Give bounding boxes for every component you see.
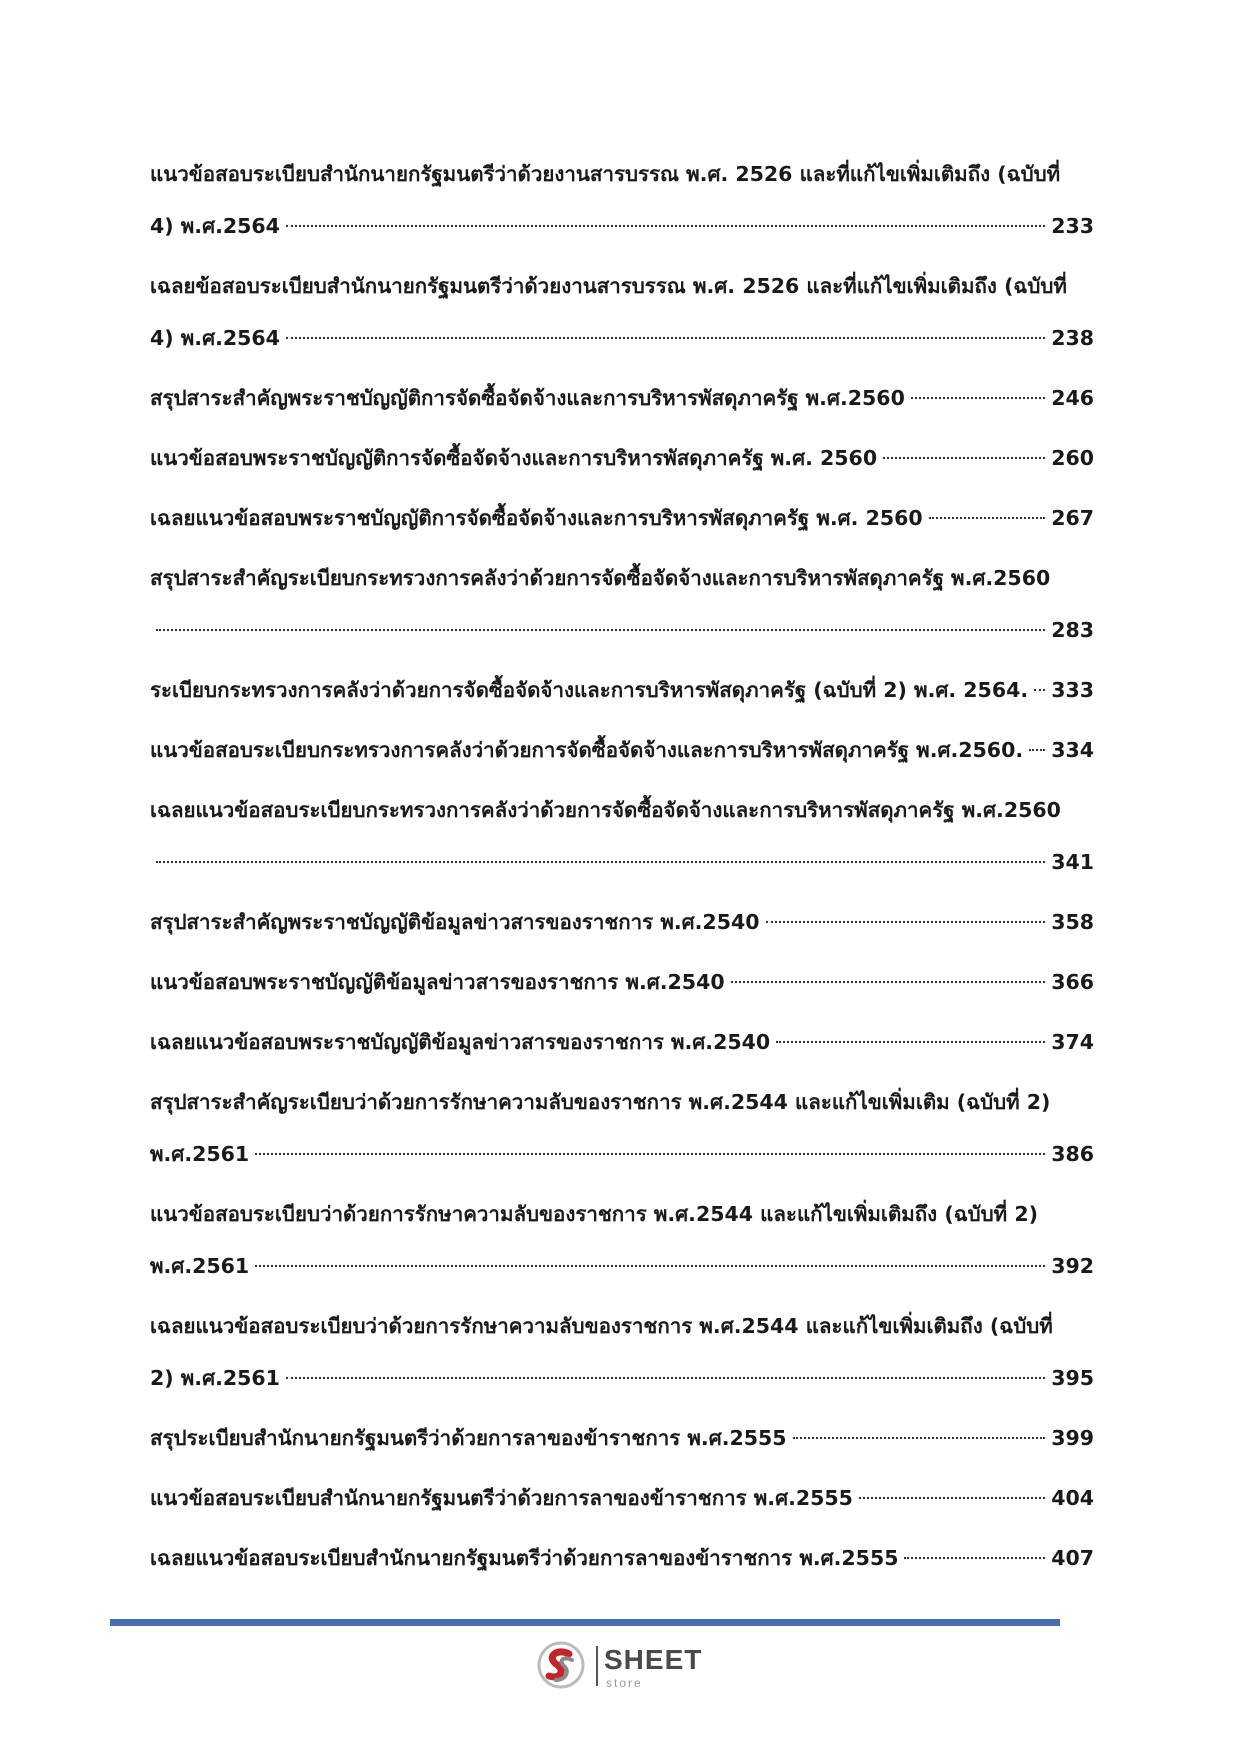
toc-dot-leader — [883, 457, 1045, 459]
table-of-contents — [150, 148, 1094, 1592]
toc-entry-title: แนวข้อสอบพระราชบัญญัติการจัดซื้อจัดจ้างและการบริหารพัสดุภาครัฐ พ.ศ. 2560 — [150, 446, 878, 470]
toc-dot-leader — [286, 1377, 1045, 1379]
toc-dot-leader — [929, 517, 1046, 519]
toc-entry-title: สรุปสาระสำคัญระเบียบว่าด้วยการรักษาความลับของราชการ พ.ศ.2544 และแก้ไขเพิ่มเติม (ฉบับที่ 2) — [150, 1090, 1051, 1114]
footer-logo — [536, 1636, 706, 1698]
toc-dot-leader — [793, 1437, 1046, 1439]
toc-entry[interactable] — [150, 372, 1094, 424]
toc-entry[interactable] — [150, 1016, 1094, 1068]
toc-entry-title-continued: พ.ศ.2561 — [150, 1254, 250, 1278]
toc-page-number: 333 — [1051, 678, 1094, 702]
toc-entry[interactable] — [150, 1472, 1094, 1524]
toc-page-number: 341 — [1051, 850, 1094, 874]
logo-separator — [596, 1646, 598, 1686]
toc-page-number: 334 — [1051, 738, 1094, 762]
toc-entry[interactable] — [150, 1532, 1094, 1584]
toc-entry-title: เฉลยแนวข้อสอบพระราชบัญญัติการจัดซื้อจัดจ้างและการบริหารพัสดุภาครัฐ พ.ศ. 2560 — [150, 506, 923, 530]
toc-entry-title: แนวข้อสอบระเบียบว่าด้วยการรักษาความลับของราชการ พ.ศ.2544 และแก้ไขเพิ่มเติมถึง (ฉบับที่ 2) — [150, 1202, 1038, 1226]
toc-entry-title: ระเบียบกระทรวงการคลังว่าด้วยการจัดซื้อจัดจ้างและการบริหารพัสดุภาครัฐ (ฉบับที่ 2) พ.ศ. 2564. — [150, 678, 1029, 702]
toc-page-number: 399 — [1051, 1426, 1094, 1450]
toc-dot-leader — [1029, 749, 1045, 751]
toc-entry[interactable] — [150, 552, 1094, 656]
toc-dot-leader — [776, 1041, 1045, 1043]
toc-dot-leader — [255, 1265, 1045, 1267]
toc-dot-leader — [286, 225, 1045, 227]
toc-page-number: 283 — [1051, 618, 1094, 642]
toc-page-number: 366 — [1051, 970, 1094, 994]
toc-dot-leader — [1034, 689, 1045, 691]
toc-entry-title: เฉลยแนวข้อสอบระเบียบกระทรวงการคลังว่าด้วยการจัดซื้อจัดจ้างและการบริหารพัสดุภาครัฐ พ.ศ.2560 — [150, 798, 1061, 822]
toc-page-number: 404 — [1051, 1486, 1094, 1510]
toc-entry-title: เฉลยแนวข้อสอบระเบียบว่าด้วยการรักษาความลับของราชการ พ.ศ.2544 และแก้ไขเพิ่มเติมถึง (ฉบับที่ — [150, 1314, 1053, 1338]
toc-entry-title: สรุปสาระสำคัญระเบียบกระทรวงการคลังว่าด้วยการจัดซื้อจัดจ้างและการบริหารพัสดุภาครัฐ พ.ศ.2560 — [150, 566, 1051, 590]
toc-entry-title-continued: 4) พ.ศ.2564 — [150, 326, 280, 350]
toc-entry-title: เฉลยแนวข้อสอบพระราชบัญญัติข้อมูลข่าวสารของราชการ พ.ศ.2540 — [150, 1030, 771, 1054]
toc-page-number: 267 — [1051, 506, 1094, 530]
toc-dot-leader — [286, 337, 1045, 339]
toc-entry-title: สรุปสาระสำคัญพระราชบัญญัติข้อมูลข่าวสารของราชการ พ.ศ.2540 — [150, 910, 760, 934]
toc-page-number: 392 — [1051, 1254, 1094, 1278]
toc-entry[interactable] — [150, 724, 1094, 776]
toc-page-number: 358 — [1051, 910, 1094, 934]
sheet-store-logo-icon — [536, 1640, 586, 1690]
toc-entry-title: แนวข้อสอบระเบียบสำนักนายกรัฐมนตรีว่าด้วยงานสารบรรณ พ.ศ. 2526 และที่แก้ไขเพิ่มเติมถึง (ฉบับที่ — [150, 162, 1061, 186]
toc-dot-leader — [156, 861, 1045, 863]
toc-entry[interactable] — [150, 148, 1094, 252]
toc-page-number: 407 — [1051, 1546, 1094, 1570]
toc-entry[interactable] — [150, 956, 1094, 1008]
toc-page-number: 386 — [1051, 1142, 1094, 1166]
toc-entry-title-continued: พ.ศ.2561 — [150, 1142, 250, 1166]
toc-dot-leader — [904, 1557, 1045, 1559]
toc-entry-title-continued: 2) พ.ศ.2561 — [150, 1366, 280, 1390]
toc-page-number: 395 — [1051, 1366, 1094, 1390]
toc-dot-leader — [859, 1497, 1045, 1499]
toc-dot-leader — [255, 1153, 1045, 1155]
toc-entry-title-continued: 4) พ.ศ.2564 — [150, 214, 280, 238]
toc-entry[interactable] — [150, 260, 1094, 364]
toc-page-number: 238 — [1051, 326, 1094, 350]
toc-entry[interactable] — [150, 664, 1094, 716]
toc-entry[interactable] — [150, 1300, 1094, 1404]
toc-page-number: 260 — [1051, 446, 1094, 470]
toc-entry-title: เฉลยแนวข้อสอบระเบียบสำนักนายกรัฐมนตรีว่าด้วยการลาของข้าราชการ พ.ศ.2555 — [150, 1546, 899, 1570]
toc-dot-leader — [911, 397, 1045, 399]
toc-entry-title: สรุประเบียบสำนักนายกรัฐมนตรีว่าด้วยการลาของข้าราชการ พ.ศ.2555 — [150, 1426, 787, 1450]
toc-entry[interactable] — [150, 432, 1094, 484]
toc-dot-leader — [731, 981, 1046, 983]
brand-subtitle: store — [606, 1676, 643, 1690]
toc-entry-title: เฉลยข้อสอบระเบียบสำนักนายกรัฐมนตรีว่าด้วยงานสารบรรณ พ.ศ. 2526 และที่แก้ไขเพิ่มเติมถึง (ฉบับที่ — [150, 274, 1067, 298]
toc-entry-title: แนวข้อสอบระเบียบกระทรวงการคลังว่าด้วยการจัดซื้อจัดจ้างและการบริหารพัสดุภาครัฐ พ.ศ.2560. — [150, 738, 1024, 762]
toc-entry[interactable] — [150, 1188, 1094, 1292]
toc-entry-title: แนวข้อสอบระเบียบสำนักนายกรัฐมนตรีว่าด้วยการลาของข้าราชการ พ.ศ.2555 — [150, 1486, 853, 1510]
toc-entry-title: แนวข้อสอบพระราชบัญญัติข้อมูลข่าวสารของราชการ พ.ศ.2540 — [150, 970, 725, 994]
toc-entry[interactable] — [150, 492, 1094, 544]
toc-page-number: 374 — [1051, 1030, 1094, 1054]
toc-entry[interactable] — [150, 896, 1094, 948]
toc-dot-leader — [156, 629, 1045, 631]
toc-page-number: 246 — [1051, 386, 1094, 410]
toc-entry-title: สรุปสาระสำคัญพระราชบัญญัติการจัดซื้อจัดจ้างและการบริหารพัสดุภาครัฐ พ.ศ.2560 — [150, 386, 905, 410]
brand-name: SHEET — [604, 1644, 703, 1675]
toc-entry[interactable] — [150, 784, 1094, 888]
toc-dot-leader — [766, 921, 1046, 923]
toc-entry[interactable] — [150, 1076, 1094, 1180]
toc-entry[interactable] — [150, 1412, 1094, 1464]
footer-divider — [110, 1619, 1060, 1626]
toc-page-number: 233 — [1051, 214, 1094, 238]
